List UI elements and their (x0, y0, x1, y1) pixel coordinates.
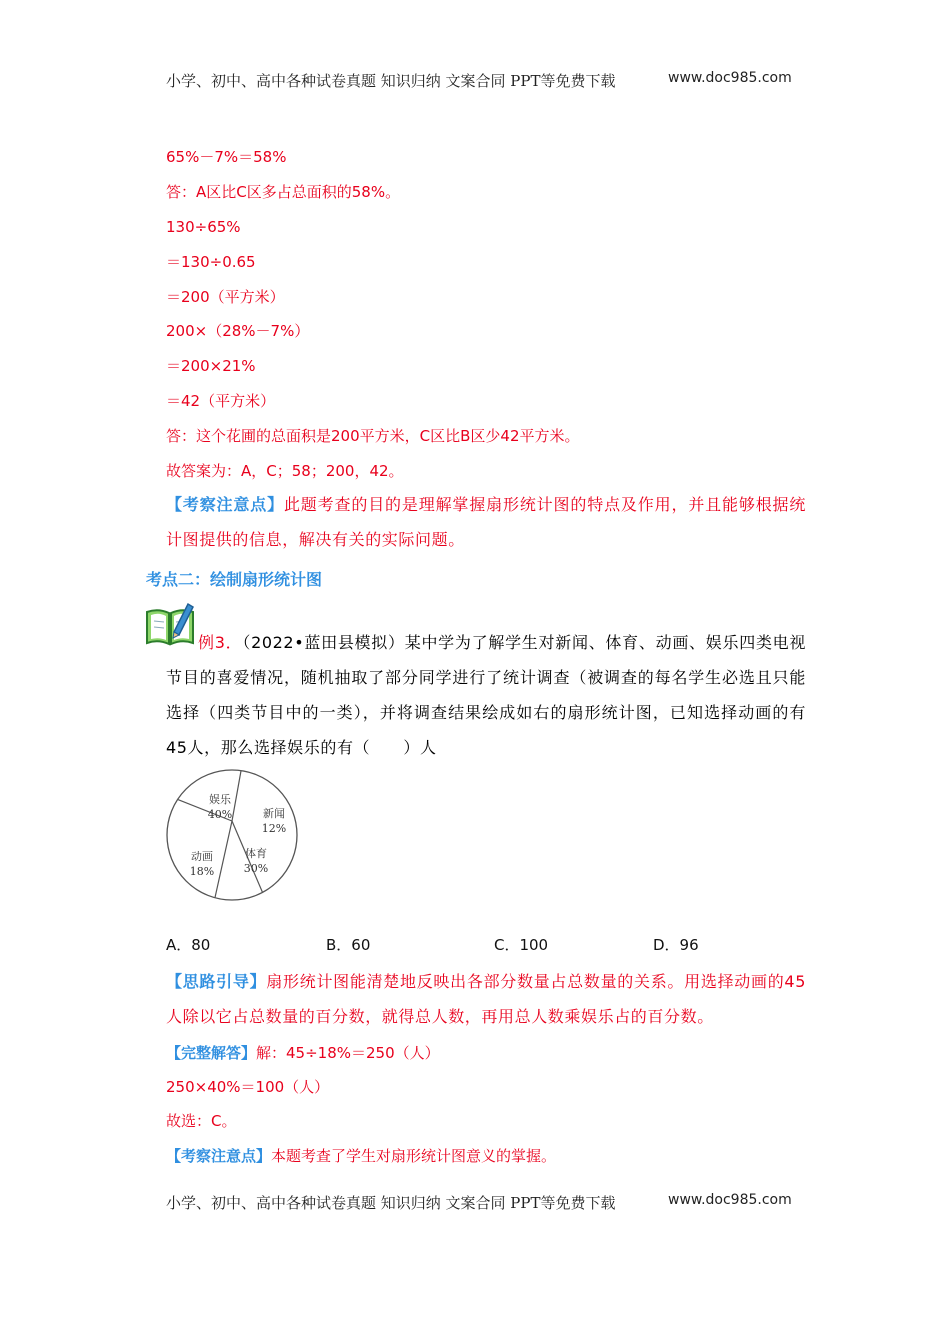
pie-slice-value: 40% (207, 808, 233, 821)
page-footer (166, 1192, 806, 1213)
example-question (166, 625, 806, 765)
note-label: 【考察注意点】 (166, 495, 284, 514)
solution-line: ＝130÷0.65 (166, 253, 256, 271)
solution-line: ＝200（平方米） (166, 288, 285, 306)
solution-line: 答：A区比C区多占总面积的58%。 (166, 183, 401, 201)
note-text: 本题考查了学生对扇形统计图意义的掌握。 (271, 1147, 557, 1165)
pie-slice-value: 12% (261, 822, 287, 835)
answer-line-1: 解：45÷18%＝250（人） (256, 1044, 440, 1062)
solution-line: 故答案为：A，C；58；200，42。 (166, 462, 404, 480)
solution-line: ＝42（平方米） (166, 392, 276, 410)
pie-slice-value: 30% (243, 862, 269, 875)
pie-chart (164, 767, 300, 903)
solution-line: 65%－7%＝58% (166, 148, 287, 166)
answer-line-2: 250×40%＝100（人） (166, 1078, 330, 1096)
pie-slice-label: 娱乐 (209, 793, 231, 806)
solution-line: 200×（28%－7%） (166, 322, 310, 340)
note-paragraph (166, 1146, 556, 1166)
answer-label: 【完整解答】 (166, 1044, 257, 1062)
choice-d[interactable]: D．96 (653, 936, 699, 954)
example-text: （2022•蓝田县模拟）某中学为了解学生对新闻、体育、动画、娱乐四类电视节目的喜爱情况，随机抽取了部分同学进行了统计调查（被调查的每名学生必选且只能选择（四类节目中的一类），并将调查结果绘成如右的扇形统计图，已知选择动画的有45人，那么选择娱乐的有（ ）人 (166, 633, 806, 757)
note-paragraph (166, 487, 806, 557)
hint-label: 【思路引导】 (166, 972, 267, 991)
choice-c[interactable]: C．100 (494, 936, 549, 954)
choice-a[interactable]: A．80 (166, 936, 211, 954)
solution-line: 130÷65% (166, 218, 241, 236)
note-label: 【考察注意点】 (166, 1147, 272, 1165)
pie-slice-label: 新闻 (263, 807, 285, 820)
hint-text: 扇形统计图能清楚地反映出各部分数量占总数量的关系。用选择动画的45人除以它占总数量的百分数，就得总人数，再用总人数乘娱乐占的百分数。 (166, 972, 806, 1026)
header-site-link[interactable]: www.doc985.com (668, 70, 792, 86)
hint-paragraph (166, 964, 806, 1034)
section-title: 考点二：绘制扇形统计图 (146, 570, 323, 589)
answer-line (166, 1043, 440, 1063)
note-text: 此题考查的目的是理解掌握扇形统计图的特点及作用，并且能够根据统计图提供的信息，解决有关的实际问题。 (166, 495, 807, 549)
solution-line: 答：这个花圃的总面积是200平方米，C区比B区少42平方米。 (166, 427, 580, 445)
pie-outline (167, 770, 297, 900)
solution-line: ＝200×21% (166, 357, 256, 375)
pie-slice-label: 动画 (191, 850, 213, 863)
pie-slice-value: 18% (189, 865, 215, 878)
header-text: 小学、初中、高中各种试卷真题 知识归纳 文案合同 PPT等免费下载 (166, 72, 616, 90)
pie-slice-label: 体育 (245, 847, 267, 860)
page-header (166, 70, 806, 91)
choice-b[interactable]: B．60 (326, 936, 371, 954)
footer-text: 小学、初中、高中各种试卷真题 知识归纳 文案合同 PPT等免费下载 (166, 1194, 616, 1212)
example-label: 例3． (198, 633, 243, 652)
footer-site-link[interactable]: www.doc985.com (668, 1192, 792, 1208)
answer-line-3: 故选：C。 (166, 1112, 237, 1130)
